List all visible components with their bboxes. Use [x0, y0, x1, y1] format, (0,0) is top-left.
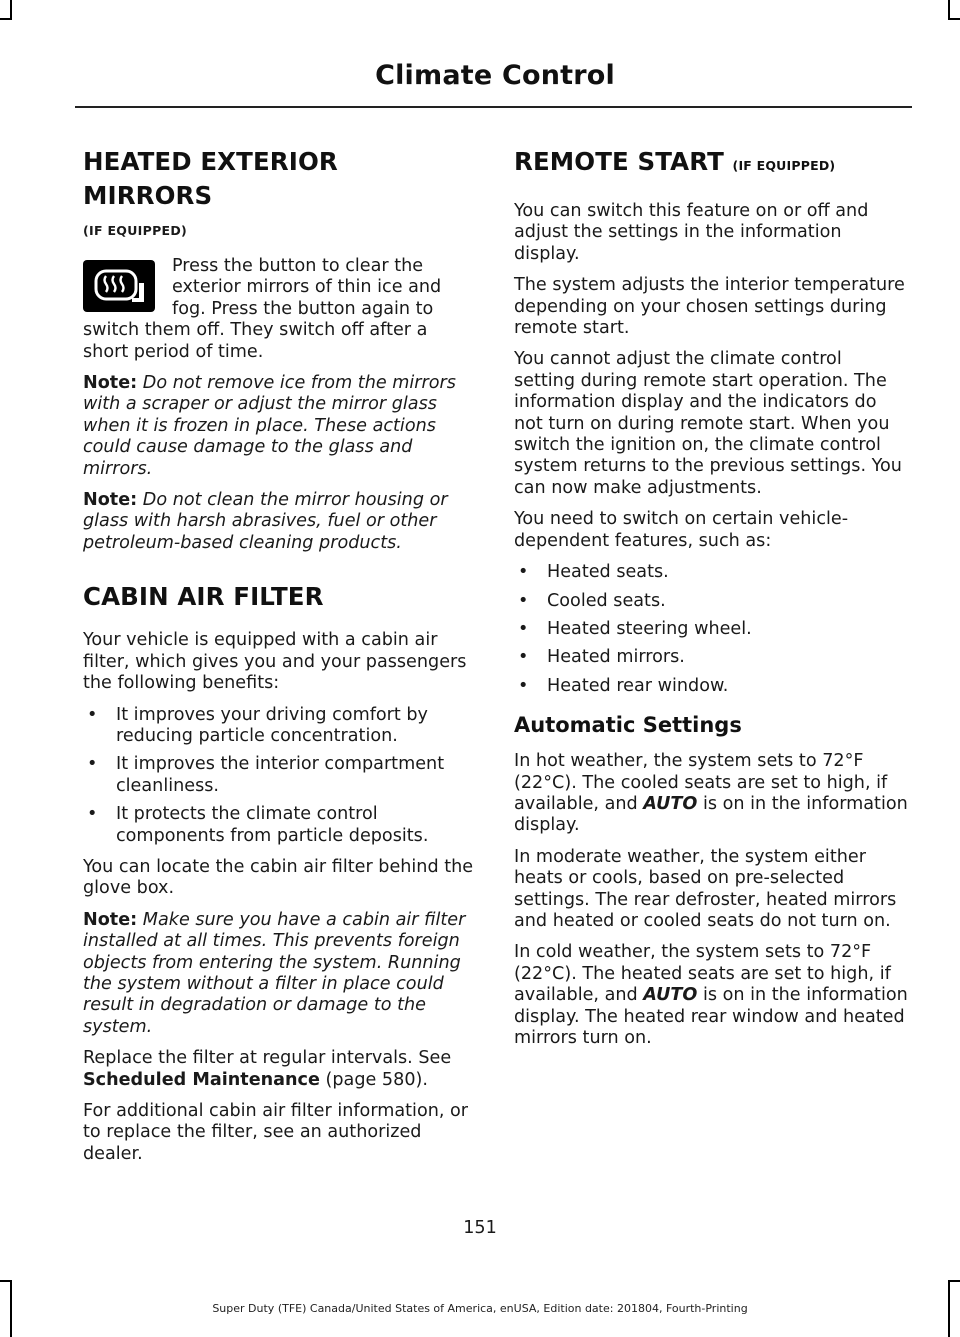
list-item: • It protects the climate control components from particle deposits. [83, 804, 475, 847]
moderate-weather: In moderate weather, the system either heats or cools, based on pre-selected settings. The rear defroster, heated mirrors and heated or cooled seats do not turn on. [514, 846, 897, 931]
heated-mirror-icon [83, 260, 155, 312]
remote-start-p1: You can switch this feature on or off and adjust the settings in the information display. [514, 201, 869, 264]
list-item: • Heated steering wheel. [514, 619, 908, 640]
hot-weather: In hot weather, the system sets to 72°F (22°C). The cooled seats are set to high, if available, and AUTO is on in the information display. [514, 751, 908, 836]
crop-mark [10, 0, 12, 20]
section-heading-remote-start: REMOTE START (IF EQUIPPED) [514, 147, 836, 176]
list-item: • It improves the interior compartment cleanliness. [83, 754, 475, 797]
remote-start-p4: You need to switch on certain vehicle-dependent features, such as: [514, 509, 849, 551]
section-heading-heated-mirrors: HEATED EXTERIOR MIRRORS [83, 147, 338, 210]
left-column [83, 145, 475, 1175]
list-item: • It improves your driving comfort by reducing particle concentration. [83, 705, 475, 748]
cold-weather: In cold weather, the system sets to 72°F (22°C). The heated seats are set to high, if available, and AUTO is on in the information display. The heated rear window and heated mirrors turn on. [514, 942, 908, 1048]
crop-mark [948, 0, 950, 20]
replace-filter: Replace the filter at regular intervals. See Scheduled Maintenance (page 580). [83, 1048, 452, 1090]
section-heading-automatic-settings: Automatic Settings [514, 713, 742, 738]
note-mirror-cleaning: Note: Do not clean the mirror housing or glass with harsh abrasives, fuel or other petroleum-based cleaning products. [83, 490, 448, 553]
crop-mark [0, 1280, 12, 1282]
note-mirror-ice: Note: Do not remove ice from the mirrors with a scraper or adjust the mirror glass when it is frozen in place. These actions could cause damage to the glass and mirrors. [83, 373, 456, 479]
scheduled-maintenance-link[interactable]: Scheduled Maintenance [83, 1069, 320, 1090]
remote-start-p2: The system adjusts the interior temperature depending on your chosen settings during remote start. [514, 275, 905, 339]
list-item: • Heated rear window. [514, 676, 908, 697]
cabin-intro: Your vehicle is equipped with a cabin air filter, which gives you and your passengers the following benefits: [83, 630, 467, 694]
features-list [514, 562, 908, 697]
crop-mark [948, 18, 960, 20]
right-column [514, 145, 908, 1059]
benefits-list [83, 705, 475, 847]
crop-mark [0, 18, 12, 20]
section-heading-cabin-air-filter: CABIN AIR FILTER [83, 582, 324, 612]
additional-info: For additional cabin air filter information, or to replace the filter, see an authorized dealer. [83, 1101, 469, 1164]
crop-mark [948, 1280, 960, 1282]
list-item: • Cooled seats. [514, 591, 908, 612]
if-equipped-label: (IF EQUIPPED) [83, 223, 188, 238]
note-filter-installed: Note: Make sure you have a cabin air filter installed at all times. This prevents foreign objects from entering the system. Running the system without a filter in place could result in degradation or damage to the system. [83, 909, 466, 1037]
heated-mirrors-intro: Press the button to clear the exterior mirrors of thin ice and fog. Press the button again to switch them off. They switch off after a short period of time. [83, 256, 442, 362]
header-rule [75, 106, 912, 108]
filter-location: You can locate the cabin air filter behind the glove box. [83, 856, 474, 899]
list-item: • Heated seats. [514, 562, 908, 583]
footer: Super Duty (TFE) Canada/United States of America, enUSA, Edition date: 201804, Fourth-Printing [212, 1302, 748, 1315]
page-number: 151 [463, 1218, 497, 1238]
list-item: • Heated mirrors. [514, 647, 908, 668]
remote-start-p3: You cannot adjust the climate control setting during remote start operation. The information display and the indicators do not turn on during remote start. When you switch the ignition on, the climate control system returns to the previous settings. You can now make adjustments. [514, 349, 902, 498]
